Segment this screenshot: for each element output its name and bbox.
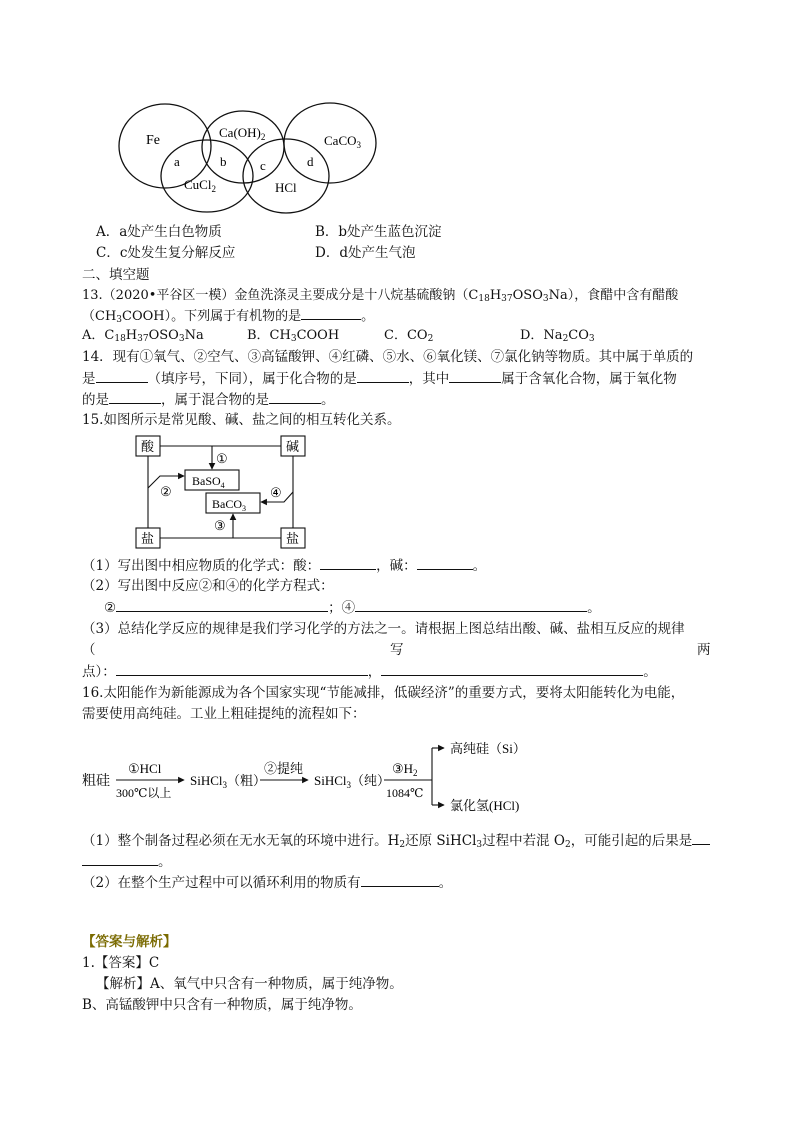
q16-condition-1: 300℃以上 [116, 786, 172, 800]
q16-sub1: （1）整个制备过程必须在无水无氧的环境中进行。$H_2$还原 SiHCl$_3$过程中若混 $O_2$，可能引起的后果是 [82, 831, 710, 850]
q13-answer-blank[interactable] [301, 306, 361, 320]
q16-flow-diagram [80, 735, 540, 821]
q16-condition-3: 1084℃ [386, 786, 424, 800]
q15-label-base: 碱 [286, 439, 300, 454]
q16-sub1-cont: 。 [82, 852, 172, 871]
venn-region-d: d [307, 154, 314, 169]
venn-label-hcl: HCl [275, 180, 297, 195]
q15-title: 15.如图所示是常见酸、碱、盐之间的相互转化关系。 [82, 412, 401, 428]
q15-label-baso4: BaSO$_4$ [192, 474, 225, 490]
q16-blank-recyclable[interactable] [361, 873, 439, 887]
venn-label-cucl2: CuCl$_2$ [184, 177, 216, 194]
q14-blank-oxygen-compound[interactable] [449, 369, 501, 383]
q12-option-d: D．d处产生气泡 [315, 245, 416, 261]
answer-1-analysis-a: 【解析】A、氧气中只含有一种物质，属于纯净物。 [96, 976, 403, 992]
venn-diagram [112, 100, 382, 216]
q15-blank-rule1[interactable] [116, 662, 368, 676]
q15-label-salt-left: 盐 [141, 531, 155, 546]
venn-region-b: b [220, 154, 227, 169]
venn-label-caoh2: $Ca(OH)_2$ [219, 125, 266, 142]
q14-blank-element[interactable] [96, 369, 148, 383]
q13-option-b: B．$CH_3COOH$ [247, 328, 340, 344]
answer-1: 1.【答案】C [82, 955, 160, 971]
q15-blank-base[interactable] [417, 556, 473, 570]
q15-blank-eq2[interactable] [116, 598, 328, 612]
q16-reagent-2: ②提纯 [264, 761, 304, 776]
q14-line1: 14．现有①氧气、②空气、③高锰酸钾、④红磷、⑤水、⑥氧化镁、⑦氯化钠等物质。其中属于单质的 [82, 349, 694, 365]
venn-circle-cucl2 [161, 140, 253, 212]
venn-label-caco3: CaCO$_3$ [324, 133, 361, 150]
q15-num-2: ② [160, 484, 172, 499]
q14-blank-compound[interactable] [357, 369, 409, 383]
q16-blank-consequence-a[interactable] [692, 831, 710, 845]
q13-option-a: A．$C_{18}H_{37}OSO_3Na$ [82, 328, 204, 344]
q15-sub3-line2-right: 两 [697, 642, 711, 658]
q15-num-4: ④ [270, 485, 282, 500]
q15-sub3-line2-mid: 写 [390, 642, 404, 658]
q16-product-1: SiHCl$_3$（粗） [190, 773, 267, 790]
q16-line2: 需要使用高纯硅。工业上粗硅提纯的流程如下： [82, 706, 366, 722]
q12-option-c: C．c处发生复分解反应 [96, 245, 236, 261]
q12-option-b: B．b处产生蓝色沉淀 [315, 224, 442, 240]
q15-sub2-equations: ② ；④ 。 [104, 600, 601, 616]
q15-sub3-line3: 点）： ， 。 [82, 664, 657, 680]
q15-blank-rule2[interactable] [381, 662, 643, 676]
q15-sub2: （2）写出图中反应②和④的化学方程式： [82, 578, 334, 594]
q16-line1: 16.太阳能作为新能源成为各个国家实现“节能减排，低碳经济”的重要方式，要将太阳能转化为电能， [82, 685, 685, 701]
q14-blank-mixture[interactable] [269, 390, 321, 404]
venn-circle-hcl [243, 139, 329, 213]
q16-product-2: SiHCl$_3$（纯） [314, 773, 391, 790]
q16-blank-consequence-b[interactable] [82, 852, 158, 866]
q14-blank-oxide[interactable] [109, 390, 161, 404]
q13-line1: 13.（2020•平谷区一模）金鱼洗涤灵主要成分是十八烷基硫酸钠$(C_{18}H_{37}OSO_3Na)$，食醋中含有醋酸 [82, 288, 679, 304]
venn-region-c: c [260, 158, 266, 173]
q16-output-silicon: 高纯硅（Si） [450, 741, 526, 756]
q15-sub3: （3）总结化学反应的规律是我们学习化学的方法之一。请根据上图总结出酸、碱、盐相互反应的规律 [82, 621, 685, 637]
answer-1-analysis-b: B、高锰酸钾中只含有一种物质，属于纯净物。 [82, 997, 362, 1013]
q16-start: 粗硅 [82, 774, 110, 789]
q15-label-baco3: BaCO$_3$ [212, 497, 246, 513]
answers-heading: 【答案与解析】 [82, 934, 177, 950]
q15-sub3-line2-left: （ [82, 642, 96, 658]
q16-sub2: （2）在整个生产过程中可以循环利用的物质有 。 [82, 875, 453, 891]
q13-line2: $(CH_3COOH)$。下列属于有机物的是 。 [82, 306, 374, 326]
q14-line3: 的是 ，属于混合物的是 。 [82, 392, 335, 408]
q12-option-a: A．a处产生白色物质 [96, 224, 222, 240]
q13-option-c: C．$CO_2$ [384, 328, 434, 344]
q16-reagent-1: ①HCl [128, 761, 162, 776]
q15-num-1: ① [216, 451, 228, 466]
venn-region-a: a [174, 154, 180, 169]
q13-option-d: D．$Na_2CO_3$ [520, 328, 595, 344]
venn-label-fe: Fe [146, 133, 160, 148]
section-heading: 二、填空题 [82, 267, 150, 283]
venn-circle-fe [119, 104, 211, 188]
q15-blank-acid[interactable] [320, 556, 376, 570]
q15-label-acid: 酸 [141, 439, 155, 454]
q15-diagram [130, 430, 314, 552]
q15-num-3: ③ [214, 518, 226, 533]
q16-reagent-3: $③H_2$ [392, 761, 418, 778]
q14-line2: 是 （填序号，下同），属于化合物的是 ，其中 属于含氧化合物，属于氧化物 [82, 371, 677, 387]
q16-output-hcl: 氯化氢(HCl) [450, 798, 520, 813]
q15-blank-eq4[interactable] [355, 598, 587, 612]
q15-sub1: （1）写出图中相应物质的化学式：酸： ，碱： 。 [82, 558, 487, 574]
q15-label-salt-right: 盐 [286, 531, 300, 546]
